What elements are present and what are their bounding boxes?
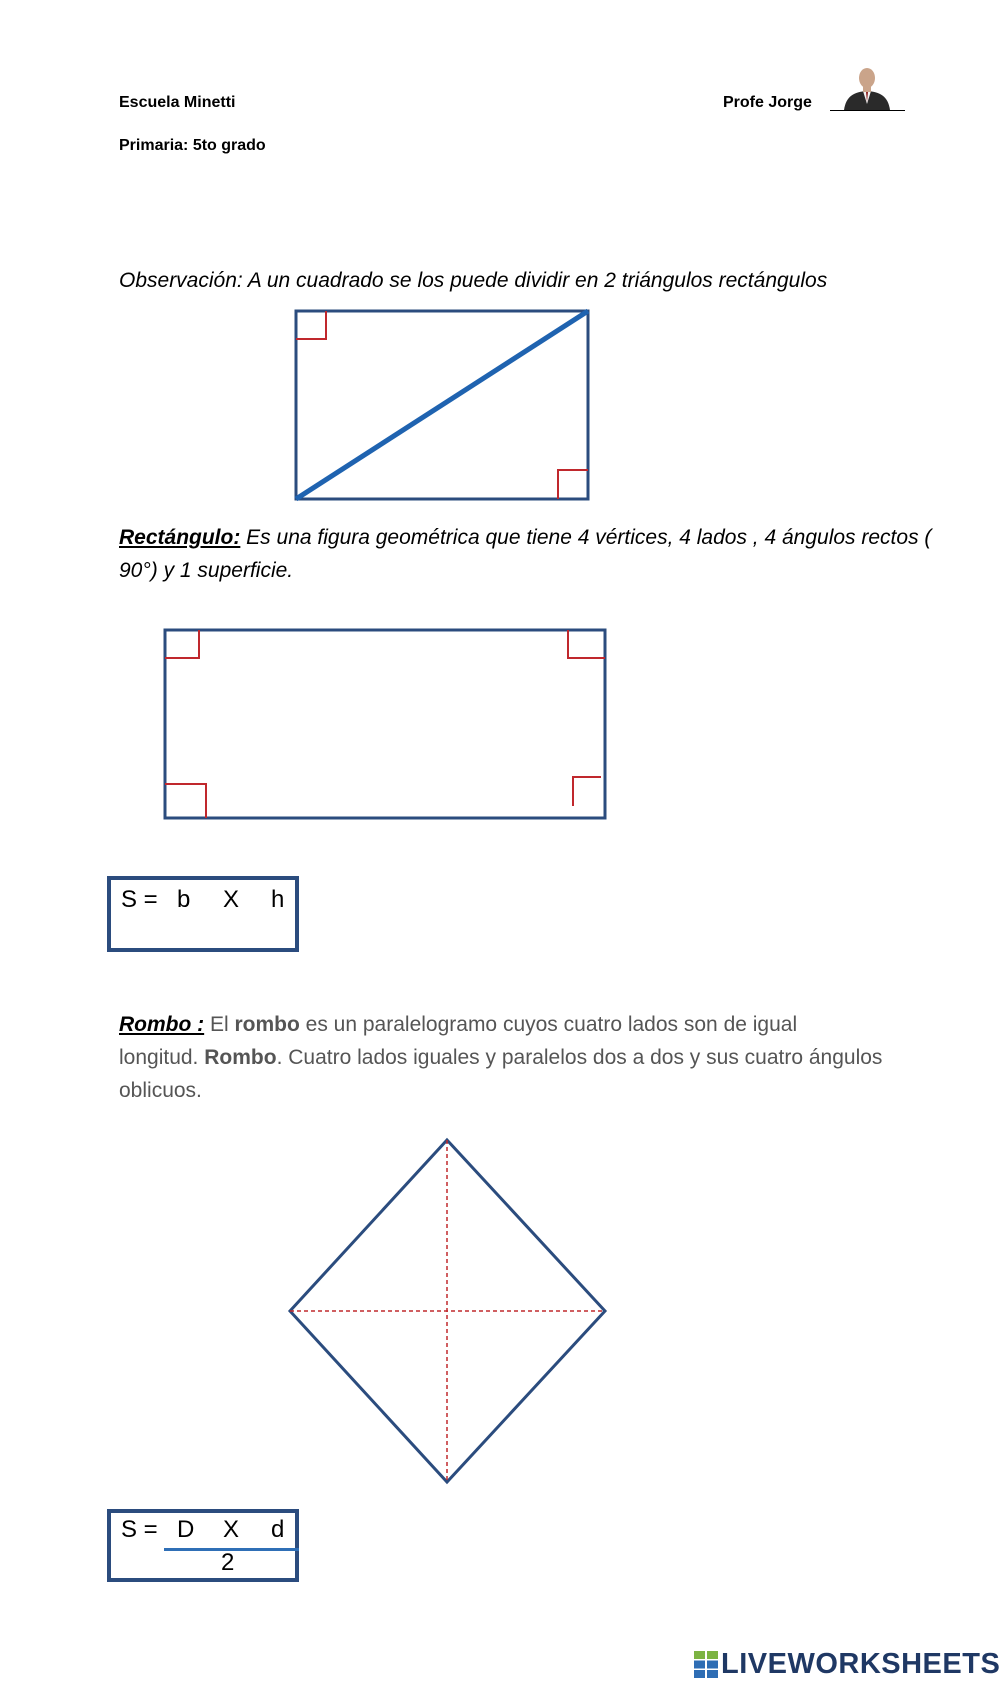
rombo-keyword: Rombo: [204, 1046, 277, 1069]
rombo-p2b: . Cuatro lados iguales y paralelos dos a dos y sus cuatro ángulos: [276, 1046, 883, 1069]
observacion-text: Observación: A un cuadrado se los puede dividir en 2 triángulos rectángulos: [119, 269, 828, 292]
formula-denominator: 2: [221, 1549, 235, 1576]
grade-level: Primaria: 5to grado: [119, 137, 266, 154]
right-angle-mark: [558, 470, 588, 499]
rhombus-figure: [285, 1136, 610, 1488]
right-angle-mark: [165, 630, 199, 658]
rectangulo-line1: Es una figura geométrica que tiene 4 vértices, 4 lados , 4 ángulos rectos (: [240, 526, 932, 549]
right-angle-mark: [568, 630, 605, 658]
formula-x: X: [223, 886, 240, 913]
liveworksheets-logo: [694, 1648, 1000, 1681]
square-diagonal: [296, 311, 588, 499]
formula-h: h: [271, 886, 285, 913]
rombo-p2a: longitud.: [119, 1046, 205, 1069]
teacher-name: Profe Jorge: [723, 94, 812, 111]
formula-s-label: S =: [121, 886, 158, 913]
rectangulo-definition: [119, 521, 949, 587]
formula-x: X: [223, 1516, 240, 1543]
rombo-term: Rombo :: [119, 1013, 205, 1036]
rombo-definition: [119, 1008, 949, 1107]
logo-badge-icon: [694, 1651, 718, 1678]
square-diagonal-figure: [290, 305, 595, 505]
right-angle-mark: [296, 311, 326, 339]
rectangle-outline: [165, 630, 605, 818]
teacher-photo: [830, 58, 905, 111]
rombo-p3: oblicuos.: [119, 1079, 202, 1102]
rectangulo-formula-box: [107, 876, 299, 952]
rombo-formula-box: [107, 1509, 299, 1582]
rombo-keyword: rombo: [234, 1013, 300, 1036]
school-name: Escuela Minetti: [119, 94, 236, 111]
rectangulo-line2: 90°) y 1 superficie.: [119, 559, 294, 582]
formula-s-label: S =: [121, 1516, 158, 1543]
formula-d-minor: d: [271, 1516, 285, 1543]
rombo-p1b: es un paralelogramo cuyos cuatro lados son de igual: [299, 1013, 798, 1036]
rombo-p1a: El: [204, 1013, 235, 1036]
right-angle-mark: [165, 784, 206, 818]
rectangle-figure: [160, 627, 612, 823]
formula-d-major: D: [177, 1516, 195, 1543]
formula-b: b: [177, 886, 191, 913]
right-angle-mark: [573, 777, 601, 806]
rectangulo-term: Rectángulo:: [119, 526, 241, 549]
logo-text: LIVEWORKSHEETS: [721, 1648, 1000, 1680]
